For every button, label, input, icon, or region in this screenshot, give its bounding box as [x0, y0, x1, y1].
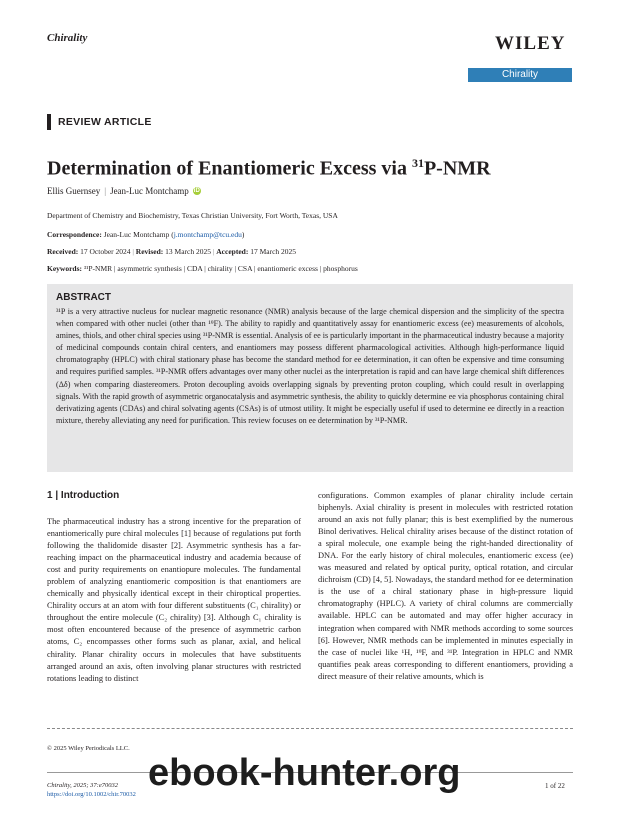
journal-badge: Chirality — [468, 68, 572, 82]
revised-date: 13 March 2025 — [165, 247, 211, 256]
article-title — [47, 156, 491, 181]
title-suffix: P-NMR — [423, 157, 491, 180]
affiliation: Department of Chemistry and Biochemistry, Texas Christian University, Fort Worth, Texas, USA — [47, 211, 338, 220]
abstract-paragraph: ³¹P is a very attractive nucleus for nuclear magnetic resonance (NMR) analysis because of the large chemical dispersion and the simplicity of the spectra when compared with other nuclei (other than ¹⁹F). The ability to rapidly and quantitatively assay for enantiomeric excess (ee) measurements of alcohols, amines, thiols, and other chiral species using ³¹P-NMR is essential. Analysis of ee is particularly important in the pharmaceutical industry because a majority of medicinal compounds contain chiral centers, and enantiomers may possess different pharmacological activities. Although high-performance liquid chromatography (HPLC) with chiral stationary phase has become the standard method for ee determination, it can often be expensive and time consuming and requires purified samples. ³¹P-NMR offers advantages over many other nuclei as the interpretation is rapid and can have large chemical shift differences (Δδ) when comparing diastereomers. Proton decoupling avoids overlapping signals by preventing proton coupling, which could result in overlapping signals. With the rapid growth of asymmetric organocatalysis and asymmetric synthesis, the ability to quickly determine ee via phosphorus containing chiral derivatizing agents (CDAs) and chiral solvating agents (CSAs) is of utmost utility. It might be especially useful if used to determine ee directly in a reaction mixture, thereby alleviating any need for purification. This review focuses on ee determination by ³¹P-NMR. — [56, 307, 564, 425]
correspondence-name: Jean-Luc Montchamp ( — [103, 230, 174, 239]
revised-label: Revised: — [135, 247, 164, 256]
article-type: REVIEW ARTICLE — [58, 116, 152, 128]
date-separator: | — [132, 247, 134, 256]
body-paragraph: The pharmaceutical industry has a strong incentive for the preparation of enantiomerically pure chiral molecules [1] because of regulations put forth following the thalidomide disaster [2]. Asymmetric synthesis has a far-reaching impact on the pharmaceutical industry and academia because of cost and purity requirements on enantiopure molecules. The fundamental problem of analyzing enantiomeric composition is that enantiomers are chemically and physically identical except in their chiroptical properties. Chirality occurs at an atom with four different substituents (C₁ chirality) or throughout the entire molecule (C₂ chirality) [3]. Although C₁ chirality is most often encountered because of the presence of asymmetric carbon atoms, C₂ encompasses other forms such as planar, axial, and helical chirality. Planar chirality occurs in molecules that have substituents arranged around an axis, often involving planar structures with restricted rotations leading to distinct — [47, 517, 301, 683]
title-superscript: 31 — [411, 156, 424, 170]
abstract-text — [56, 306, 564, 427]
date-separator: | — [212, 247, 215, 256]
publisher-logo: WILEY — [495, 33, 566, 54]
copyright: © 2025 Wiley Periodicals LLC. — [47, 745, 130, 752]
body-column-right — [318, 490, 573, 683]
body-paragraph: configurations. Common examples of planar chirality include certain biphenyls. Axial chirality is present in molecules with restricted rotation around an axis not fully planar; this is best exemplified by the numerous Binol derivatives. Helical chirality arises because of the distinct rotation of a spiral molecule, one example being the right-handed directionality of DNA. For the early history of chiral molecules, enantiomeric excess (ee) was measured and related by optical purity, optical rotation, and circular dichroism (CD) [4, 5]. Nowadays, the standard method for ee determination is the use of a chiral stationary phase in high-pressure liquid chromatography (HPLC). A variety of chiral columns are commercially available. HPLC can be automated and may offer higher accuracy in integration when compared with NMR methods according to some sources [6]. However, NMR methods can be implemented in minutes especially in the case of nuclei like ¹H, ¹⁹F, and ³¹P. Integration in HPLC and NMR quantifies peak areas corresponding to different enantiomers, providing a direct measure of their relative amounts, which is — [318, 491, 573, 681]
accepted-date: 17 March 2025 — [250, 247, 297, 256]
author-name[interactable]: Jean-Luc Montchamp — [110, 186, 189, 196]
abstract-heading: ABSTRACT — [56, 292, 111, 303]
author-list — [47, 186, 201, 196]
footnote-divider — [47, 728, 573, 729]
keywords-list: ³¹P-NMR | asymmetric synthesis | CDA | chirality | CSA | enantiomeric excess | phosphorus — [83, 264, 358, 273]
correspondence — [47, 230, 244, 239]
article-dates — [47, 247, 296, 256]
accepted-label: Accepted: — [216, 247, 249, 256]
received-date: 17 October 2024 — [80, 247, 131, 256]
body-column-left — [47, 516, 301, 685]
correspondence-close: ) — [241, 230, 245, 239]
email-link[interactable]: j.montchamp@tcu.edu — [173, 230, 242, 239]
author-separator: | — [104, 186, 107, 196]
orcid-icon[interactable]: iD — [193, 188, 200, 194]
received-label: Received: — [47, 247, 79, 256]
author-name[interactable]: Ellis Guernsey — [47, 186, 101, 196]
article-type-bar — [47, 114, 51, 130]
doi-link[interactable]: https://doi.org/10.1002/chir.70032 — [47, 791, 136, 798]
keywords-label: Keywords: — [47, 264, 82, 273]
page-number: 1 of 22 — [545, 782, 565, 790]
abstract-box — [47, 284, 573, 472]
journal-name: Chirality — [47, 32, 88, 44]
correspondence-label: Correspondence: — [47, 230, 102, 239]
citation: Chirality, 2025; 37:e70032 — [47, 782, 118, 789]
keywords — [47, 264, 358, 273]
title-prefix: Determination of Enantiomeric Excess via — [47, 157, 412, 180]
section-heading: 1 | Introduction — [47, 490, 120, 501]
watermark: ebook-hunter.org — [148, 752, 461, 794]
